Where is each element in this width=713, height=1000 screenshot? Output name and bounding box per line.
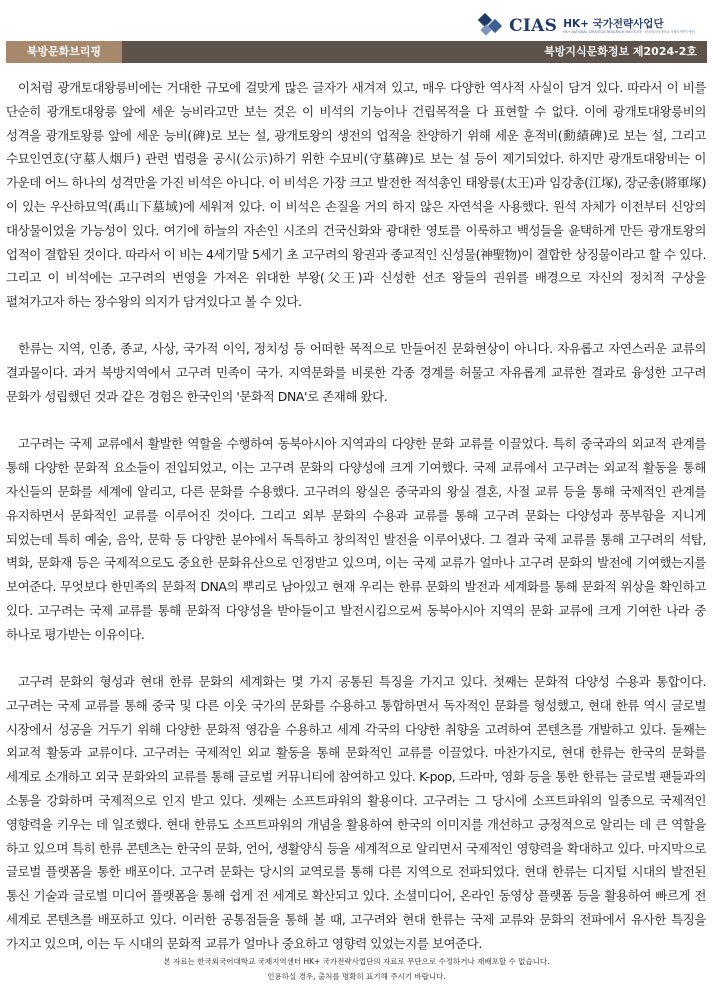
header-logo bbox=[478, 12, 695, 40]
org-subtitle: HK+ NATIONAL STRATEGIC RESEARCH INSTITUTE · 한국외국어대학교 국제지역연구센터 bbox=[563, 29, 695, 34]
cias-emblem-icon bbox=[478, 13, 506, 39]
footer-line-copyright: 본 자료는 한국외국어대학교 국제지역센터 HK+ 국가전략사업단의 자료로 무단으로 수정하거나 재배포할 수 없습니다. bbox=[163, 957, 550, 966]
footer-line-citation: 인용하실 경우, 출처를 명확히 표기해 주시기 바랍니다. bbox=[267, 972, 446, 981]
issue-label: 북방지식문화정보 제2024-2호 bbox=[544, 45, 697, 58]
footer-notice bbox=[0, 954, 713, 984]
briefing-label: 북방문화브리핑 bbox=[6, 41, 122, 63]
paragraph: 고구려는 국제 교류에서 활발한 역할을 수행하여 동북아시아 지역과의 다양한 문화 교류를 이끌었다. 특히 중국과의 외교적 관계를 통해 다양한 문화적 요소들이 전입되었고, 이는 고구려 문화의 다양성에 크게 기여했다. 국제 교류에서 고구려는 외교적 활동을 통해 자신들의 문화를 세계에 알리고, 다른 문화를 수용했다. 고구려의 왕실은 중국과의 왕실 결혼, 사절 교류 등을 통해 국제적인 관계를 유지하면서 문화적인 교류를 이루어진 것이다. 그리고 외부 문화의 수용과 교류를 통해 고구려 문화는 다양성과 풍부함을 지니게 되었는데 특히 예술, 음악, 문학 등 다양한 분야에서 독특하고 창의적인 발전을 이루어냈다. 그 결과 국제 교류를 통해 고구려의 석탑, 벽화, 문화재 등은 국제적으로도 중요한 문화유산으로 인정받고 있으며, 이는 국제 교류가 얼마나 고구려 문화의 발전에 기여했는지를 보여준다. 무엇보다 한민족의 문화적 DNA의 뿌리로 남아있고 현재 우리는 한류 문화의 발전과 세계화를 통해 문화적 위상을 확인하고 있다. 고구려는 국제 교류를 통해 문화적 다양성을 받아들이고 발전시킴으로써 동북아시아 지역의 문화 교류에 크게 기여한 나라 중 하나로 평가받는 이유이다. bbox=[6, 436, 706, 642]
paragraph: 고구려 문화의 형성과 현대 한류 문화의 세계화는 몇 가지 공통된 특징을 가지고 있다. 첫째는 문화적 다양성 수용과 통합이다. 고구려는 국제 교류를 통해 중국 및 다른 이웃 국가의 문화를 수용하고 통합하면서 독자적인 문화를 형성했고, 현대 한류 역시 글로벌 시장에서 성공을 거두기 위해 다양한 문화적 영감을 수용하고 세계 각국의 다양한 취향을 고려하여 콘텐츠를 개발하고 있다. 둘째는 외교적 활동과 교류이다. 고구려는 국제적인 외교 활동을 통해 문화적인 교류를 이끌었다. 마찬가지로, 현대 한류는 한국의 문화를 세계로 소개하고 외국 문화와의 교류를 통해 글로벌 커뮤니티에 참여하고 있다. K-pop, 드라마, 영화 등을 통한 한류는 글로벌 팬들과의 소통을 강화하며 국제적으로 인지 받고 있다. 셋째는 소프트파워의 활용이다. 고구려는 그 당시에 소프트파워의 일종으로 국제적인 영향력을 키우는 데 일조했다. 현대 한류도 소프트파워의 개념을 활용하여 한국의 이미지를 개선하고 긍정적으로 알리는 데 큰 역할을 하고 있으며 특히 한류 콘텐츠는 한국의 문화, 언어, 생활양식 등을 세계적으로 알리면서 국제적인 영향력을 확대하고 있다. 마지막으로 글로벌 플랫폼을 통한 배포이다. 고구려 문화는 당시의 교역로를 통해 다른 지역으로 전파되었다. 현대 한류는 디지털 시대의 발전된 통신 기술과 글로벌 미디어 플랫폼을 통해 쉽게 전 세계로 확산되고 있다. 소셜미디어, 온라인 동영상 플랫폼 등을 활용하여 빠르게 전 세계로 콘텐츠를 배포하고 있다. 이러한 공통점들을 통해 볼 때, 고구려와 현대 한류는 국제 교류와 문화의 전파에서 유사한 특징을 가지고 있으며, 이는 두 시대의 문화적 교류가 얼마나 중요하고 영향력 있었는지를 보여준다. bbox=[6, 674, 706, 951]
org-name: HK+ 국가전략사업단 bbox=[563, 17, 664, 30]
paragraph: 이처럼 광개토대왕릉비에는 거대한 규모에 걸맞게 많은 글자가 새겨져 있고, 매우 다양한 역사적 사실이 담겨 있다. 따라서 이 비를 단순히 광개토대왕릉 앞에 세운 능비라고만 보는 것은 이 비석의 기능이나 건립목적을 다 표현할 수 없다. 이에 광개토대왕릉비의 성격을 광개토왕릉 앞에 세운 능비(碑)로 보는 설, 광개토왕의 생전의 업적을 찬양하기 위해 세운 훈적비(勳績碑)로 보는 설, 그리고 수묘인연호(守墓人烟戶) 관련 법령을 공시(公示)하기 위한 수묘비(守墓碑)로 보는 설 등이 제기되었다. 하지만 광개토대왕비는 이 가운데 어느 하나의 성격만을 가진 비석은 아니다. 이 비석은 가장 크고 발전한 적석총인 태왕릉(太王)과 임강총(江塚), 장군총(將軍塚)이 있는 우산하묘역(禹山下墓域)에 세워져 있다. 이 비석은 손질을 거의 하지 않은 자연석을 사용했다. 원석 자체가 이전부터 신앙의 대상물이었을 가능성이 있다. 여기에 하늘의 자손인 시조의 건국신화와 광대한 영토를 이룩하고 백성들을 윤택하게 만든 광개토왕의 업적이 결합된 것이다. 따라서 이 비는 4세기말 5세기 초 고구려의 왕권과 종교적인 신성물(神聖物)이 결합한 상징물이라고 할 수 있다. 그리고 이 비석에는 고구려의 번영을 가져온 위대한 부왕(父王)과 신성한 선조 왕들의 권위를 배경으로 자신의 정치적 구상을 펼쳐가고자 하는 장수왕의 의지가 담겨있다고 볼 수 있다. bbox=[6, 80, 706, 310]
header-bar bbox=[6, 41, 707, 63]
article-body bbox=[6, 76, 706, 956]
paragraph: 한류는 지역, 인종, 종교, 사상, 국가적 이익, 정치성 등 어떠한 목적으로 만들어진 문화현상이 아니다. 자유롭고 자연스러운 교류의 결과물이다. 과거 북방지역에서 고구려 민족이 국가. 지역문화를 비롯한 각종 경계를 허물고 자유롭게 교류한 결과로 융성한 고구려 문화가 성립했던 것과 같은 경험은 한국인의 '문화적 DNA'로 존재해 왔다. bbox=[6, 341, 706, 405]
logo-text: CIAS bbox=[509, 16, 558, 36]
